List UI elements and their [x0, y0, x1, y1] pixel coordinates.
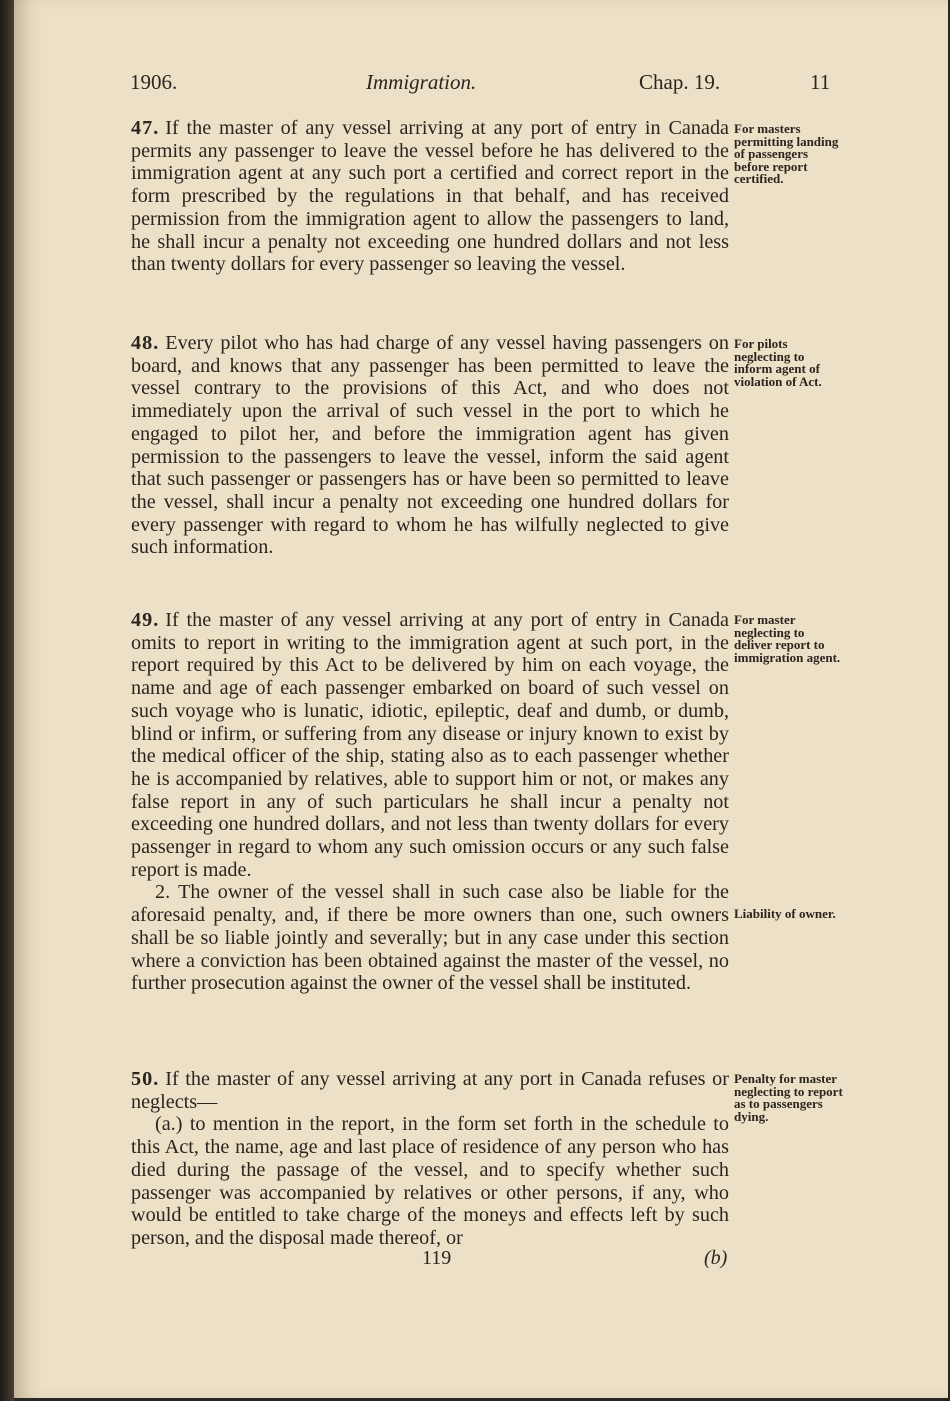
margin-note-47: For masters permitting landing of passengers before report certified.: [734, 121, 839, 186]
section-50: [131, 1068, 729, 1250]
margin-note-50: Penalty for master neglecting to report as to passengers dying.: [734, 1071, 843, 1124]
header-chapter: Chap. 19.: [639, 70, 721, 94]
section-50-number: 50.: [131, 1068, 160, 1090]
section-48: [131, 332, 729, 559]
header-title: Immigration.: [366, 70, 477, 94]
book-spine: [0, 0, 14, 1401]
section-47: [131, 117, 729, 276]
book-page: [14, 0, 948, 1398]
header-page-number: 11: [810, 70, 831, 94]
section-49-number: 49.: [131, 609, 160, 631]
header-year: 1906.: [130, 70, 178, 94]
margin-note-48: For pilots neglecting to inform agent of violation of Act.: [734, 336, 822, 389]
section-50-text: 50. If the master of any vessel arriving at any port in Canada refuses or neglects—: [131, 1068, 729, 1113]
running-header: [14, 70, 948, 100]
margin-note-49-owner: Liability of owner.: [734, 906, 836, 921]
footer-page-number: 119: [422, 1247, 452, 1269]
section-50-clause-a: (a.) to mention in the report, in the form set forth in the schedule to this Act, the name, age and last place of residence of any person who has died during the passage of the vessel, and to specify whether such passenger was accompanied by relatives or other persons, if any, who would be entitled to take charge of the moneys and effects left by such person, and the disposal made thereof, or: [131, 1113, 729, 1249]
section-47-number: 47.: [131, 117, 160, 139]
margin-note-49: For master neglecting to deliver report to immigration agent.: [734, 612, 841, 665]
page-footer: [14, 1247, 948, 1273]
footer-signature: (b): [704, 1247, 728, 1269]
section-48-number: 48.: [131, 332, 160, 354]
section-49-text: 49. If the master of any vessel arriving at any port of entry in Canada omits to report in writing to the immigration agent at such port, in the report required by this Act to be delivered by him on each voyage, the name and age of each passenger embarked on board of such vessel on such voyage who is lunatic, idiotic, epileptic, deaf and dumb, or dumb, blind or infirm, or suffering from any disease or injury known to exist by the medical officer of the ship, stating also as to each passenger whether he is accompanied by relatives, able to support him or not, or makes any false report in any of such particulars he shall incur a penalty not exceeding one hundred dollars, and not less than twenty dollars for every passenger in regard to whom any such omission occurs or any such false report is made.: [131, 609, 729, 881]
section-49: [131, 609, 729, 995]
section-49-subsection-2: 2. The owner of the vessel shall in such case also be liable for the aforesaid penalty, and, if there be more owners than one, such owners shall be so liable jointly and severally; but in any case under this section where a conviction has been obtained against the master of the vessel, no further prosecution against the owner of the vessel shall be instituted.: [131, 881, 729, 995]
section-48-text: 48. Every pilot who has had charge of any vessel having passengers on board, and knows that any passenger has been permitted to leave the vessel contrary to the provisions of this Act, and who does not immediately upon the arrival of such vessel in the port to which he engaged to pilot her, and before the immigration agent has given permission to the passengers to leave the vessel, inform the said agent that such passenger or passengers has or have been so permitted to leave the vessel, shall incur a penalty not exceeding one hundred dollars for every passenger with regard to whom he has wilfully neglected to give such information.: [131, 332, 729, 559]
section-47-text: 47. If the master of any vessel arriving at any port of entry in Canada permits any passenger to leave the vessel before he has delivered to the immigration agent at any such port a certified and correct report in the form prescribed by the regulations in that behalf, and has received permission from the immigration agent to allow the passengers to land, he shall incur a penalty not exceeding one hundred dollars and not less than twenty dollars for every passenger so leaving the vessel.: [131, 117, 729, 276]
